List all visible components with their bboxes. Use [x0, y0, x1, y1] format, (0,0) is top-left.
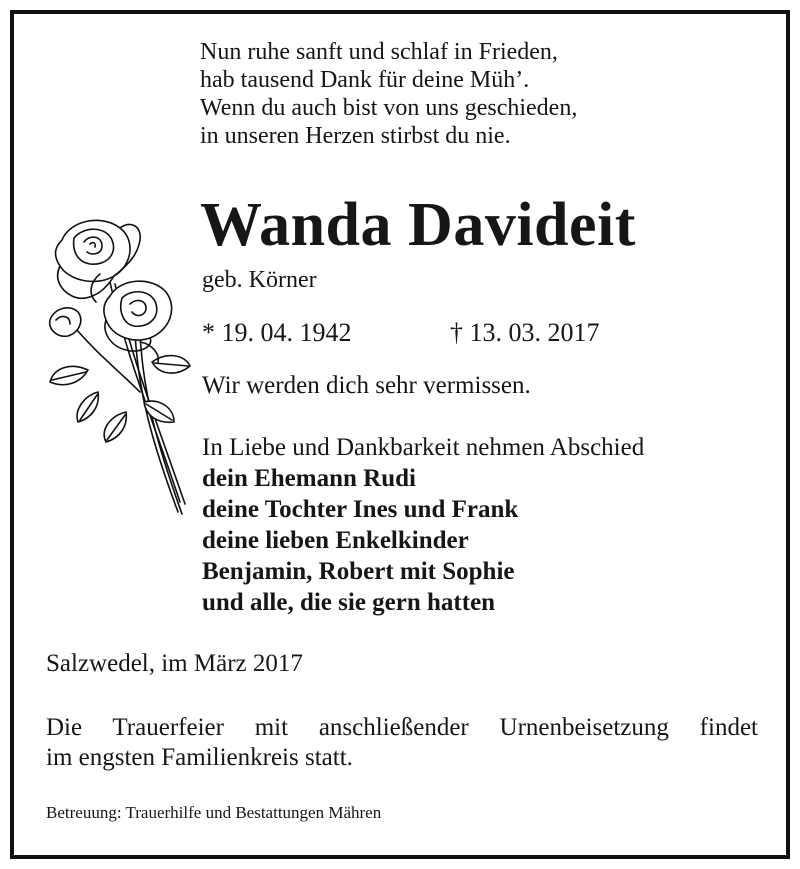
maiden-name: geb. Körner — [202, 267, 317, 293]
farewell-block — [202, 432, 644, 618]
mourner-line: Benjamin, Robert mit Sophie — [202, 558, 515, 585]
memorial-poem — [200, 38, 577, 150]
miss-line: Wir werden dich sehr vermissen. — [202, 372, 531, 399]
funeral-line: im engsten Familienkreis statt. — [46, 744, 353, 771]
birth-date: * 19. 04. 1942 — [202, 318, 352, 347]
funeral-line: Die Trauerfeier mit anschließender Urnenbeisetzung findet — [46, 714, 758, 741]
poem-line: in unseren Herzen stirbst du nie. — [200, 123, 511, 149]
poem-line: Nun ruhe sanft und schlaf in Frieden, — [200, 39, 558, 65]
mourner-line: und alle, die sie gern hatten — [202, 589, 496, 616]
funeral-notice — [46, 713, 758, 773]
mourner-line: dein Ehemann Rudi — [202, 465, 416, 492]
funeral-home-credit: Betreuung: Trauerhilfe und Bestattungen Mähren — [46, 803, 382, 822]
place-date: Salzwedel, im März 2017 — [46, 650, 303, 677]
farewell-intro: In Liebe und Dankbarkeit nehmen Abschied — [202, 434, 645, 461]
poem-line: hab tausend Dank für deine Müh’. — [200, 67, 530, 93]
rose-illustration — [40, 212, 195, 522]
mourner-line: deine lieben Enkelkinder — [202, 527, 469, 554]
mourner-line: deine Tochter Ines und Frank — [202, 496, 519, 523]
death-date: † 13. 03. 2017 — [450, 318, 600, 347]
poem-line: Wenn du auch bist von uns geschieden, — [200, 95, 578, 121]
deceased-name: Wanda Davideit — [200, 191, 636, 259]
